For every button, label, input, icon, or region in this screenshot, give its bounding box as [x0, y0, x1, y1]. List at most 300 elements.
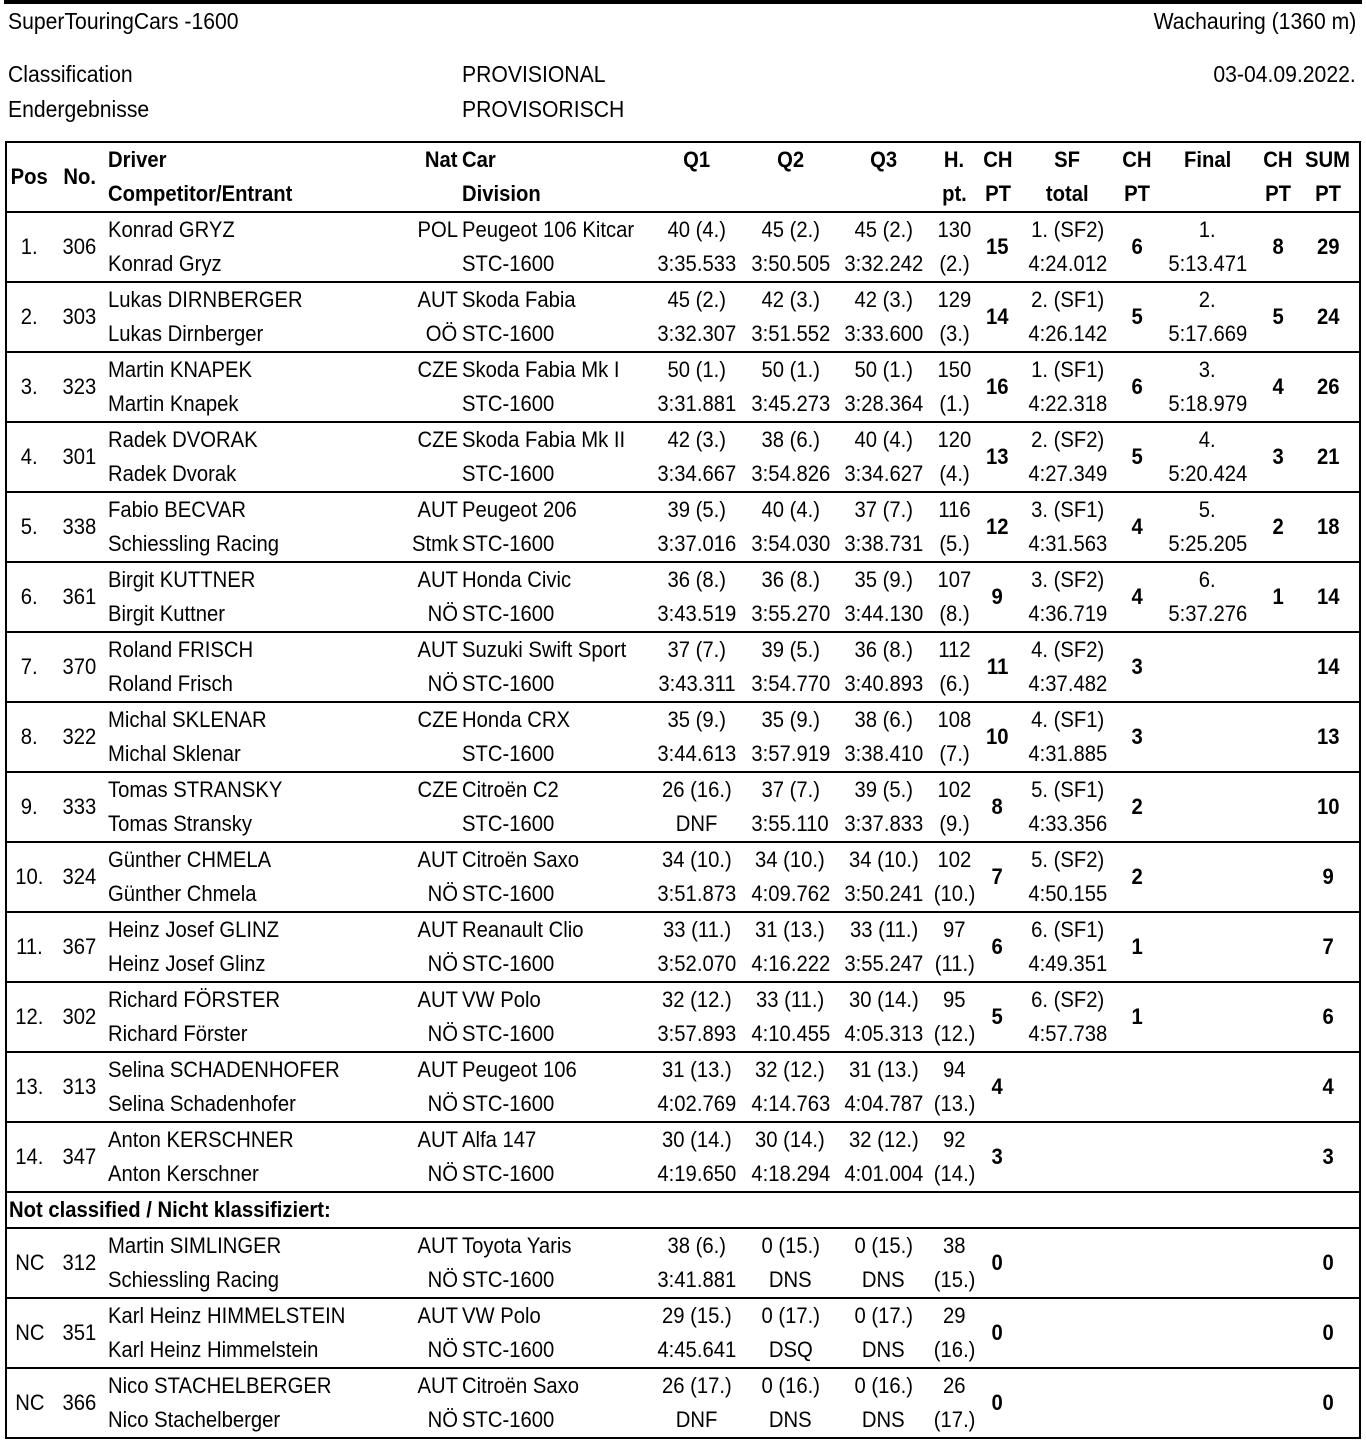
q1-points: 31 (13.)	[662, 1057, 732, 1082]
result-row	[6, 1368, 1360, 1403]
region	[399, 387, 459, 422]
sum-points: 0	[1297, 1368, 1360, 1438]
event-date: 03-04.09.2022.	[1213, 61, 1356, 87]
final-result	[1156, 1052, 1258, 1087]
q2-points: 34 (10.)	[755, 847, 826, 872]
nationality: AUT	[417, 1373, 458, 1398]
nationality: AUT	[417, 917, 458, 942]
car-number: 361	[52, 562, 106, 632]
car-model: Suzuki Swift Sport	[461, 637, 626, 662]
classified-results	[6, 212, 1360, 1192]
semifinal-result	[1017, 1368, 1118, 1403]
result-row-sub	[6, 1333, 1360, 1368]
q1-time: 3:37.016	[650, 527, 743, 562]
result-row-sub	[6, 387, 1360, 422]
nationality: AUT	[417, 497, 458, 522]
semifinal-result: 3. (SF1)	[1030, 497, 1104, 522]
final-time	[1156, 877, 1258, 912]
q1-time: 3:32.307	[650, 317, 743, 352]
q1-points: 35 (9.)	[667, 707, 727, 732]
nationality: AUT	[417, 1057, 458, 1082]
entrant-name: Karl Heinz Himmelstein	[106, 1333, 399, 1368]
q3-time: 3:32.242	[837, 247, 930, 282]
q3-points: 32 (12.)	[848, 1127, 919, 1152]
result-row-sub	[6, 1403, 1360, 1438]
semifinal-points: 5	[1118, 282, 1156, 352]
sum-points: 29	[1297, 212, 1360, 282]
division: STC-1600	[460, 807, 651, 842]
semifinal-points: 6	[1118, 352, 1156, 422]
championship-points: 13	[979, 422, 1017, 492]
nationality: CZE	[417, 427, 458, 452]
semifinal-points: 5	[1118, 422, 1156, 492]
position: 1.	[6, 212, 52, 282]
q1-time: 3:43.311	[650, 667, 743, 702]
col-car: Car	[461, 147, 496, 172]
heat-points: 107	[937, 567, 972, 592]
car-number: 302	[52, 982, 106, 1052]
final-points	[1259, 912, 1297, 982]
event-title: SuperTouringCars -1600	[8, 8, 239, 34]
nationality: AUT	[417, 1127, 458, 1152]
car-number: 323	[52, 352, 106, 422]
q1-time: 3:41.881	[650, 1263, 743, 1298]
final-points: 1	[1259, 562, 1297, 632]
result-row	[6, 1122, 1360, 1157]
col-sf-ch-pt: CH	[1122, 147, 1152, 172]
entrant-name: Konrad Gryz	[106, 247, 399, 282]
q3-points: 31 (13.)	[848, 1057, 919, 1082]
q1-time: 3:44.613	[650, 737, 743, 772]
col-sf-total: SF	[1054, 147, 1081, 172]
q3-points: 0 (16.)	[854, 1373, 913, 1398]
nationality: AUT	[417, 637, 458, 662]
car-number: 347	[52, 1122, 106, 1192]
col-driver: Driver	[108, 147, 167, 172]
semifinal-result: 4. (SF1)	[1030, 707, 1104, 732]
heat-position: (8.)	[930, 597, 978, 632]
heat-position: (6.)	[930, 667, 978, 702]
semifinal-time: 4:57.738	[1017, 1017, 1118, 1052]
final-points	[1259, 1228, 1297, 1298]
semifinal-time: 4:27.349	[1017, 457, 1118, 492]
q2-points: 50 (1.)	[761, 357, 820, 382]
position: 9.	[6, 772, 52, 842]
result-row-sub	[6, 1263, 1360, 1298]
semifinal-result: 3. (SF2)	[1030, 567, 1104, 592]
final-result	[1156, 772, 1258, 807]
col-no: No.	[52, 142, 106, 212]
not-classified-results	[6, 1228, 1360, 1438]
driver-name: Karl Heinz HIMMELSTEIN	[108, 1303, 346, 1328]
q2-points: 40 (4.)	[761, 497, 820, 522]
division: STC-1600	[461, 1407, 554, 1432]
region	[399, 807, 459, 842]
result-row	[6, 1228, 1360, 1263]
q1-points: 34 (10.)	[662, 847, 732, 872]
q2-points: 33 (11.)	[756, 987, 825, 1012]
result-row	[6, 282, 1360, 317]
q3-points: 33 (11.)	[849, 917, 918, 942]
result-row	[6, 982, 1360, 1017]
nationality: AUT	[417, 1233, 458, 1258]
col-q3: Q3	[870, 147, 898, 172]
semifinal-points	[1118, 1122, 1156, 1192]
division: STC-1600	[460, 457, 651, 492]
heat-position: (5.)	[930, 527, 978, 562]
entrant-name: Heinz Josef Glinz	[106, 947, 399, 982]
q2-points: 45 (2.)	[761, 217, 820, 242]
q3-points: 0 (15.)	[854, 1233, 913, 1258]
result-row	[6, 632, 1360, 667]
semifinal-points: 2	[1118, 772, 1156, 842]
final-result: 4.	[1198, 427, 1216, 452]
sum-points: 10	[1297, 772, 1360, 842]
championship-points: 14	[979, 282, 1017, 352]
position: 3.	[6, 352, 52, 422]
q1-time: 3:35.533	[650, 247, 743, 282]
entrant-name: Richard Förster	[106, 1017, 399, 1052]
position: 2.	[6, 282, 52, 352]
result-row-sub	[6, 1087, 1360, 1122]
result-row-sub	[6, 1017, 1360, 1052]
final-result	[1156, 1228, 1258, 1263]
q1-points: 45 (2.)	[667, 287, 727, 312]
top-rule	[4, 0, 1362, 4]
sum-points: 18	[1297, 492, 1360, 562]
q3-points: 30 (14.)	[848, 987, 919, 1012]
result-row	[6, 842, 1360, 877]
entrant-name: Selina Schadenhofer	[106, 1087, 399, 1122]
heat-position: (15.)	[930, 1263, 978, 1298]
driver-name: Roland FRISCH	[108, 637, 254, 662]
sum-points: 0	[1297, 1298, 1360, 1368]
final-time: 5:37.276	[1156, 597, 1258, 632]
heat-position: (12.)	[930, 1017, 978, 1052]
car-model: Skoda Fabia Mk II	[461, 427, 625, 452]
q1-points: 32 (12.)	[662, 987, 732, 1012]
heat-points: 129	[937, 287, 972, 312]
semifinal-points: 1	[1118, 982, 1156, 1052]
heat-points: 130	[937, 217, 972, 242]
region: NÖ	[399, 1157, 459, 1192]
col-sum-pt-sub: PT	[1297, 177, 1360, 212]
driver-name: Richard FÖRSTER	[108, 987, 281, 1012]
entrant-name: Roland Frisch	[106, 667, 399, 702]
classification-label: Classification	[8, 61, 133, 87]
final-points	[1259, 1368, 1297, 1438]
car-number: 303	[52, 282, 106, 352]
result-row	[6, 352, 1360, 387]
car-model: Peugeot 106 Kitcar	[461, 217, 634, 242]
final-result: 2.	[1198, 287, 1216, 312]
position: 5.	[6, 492, 52, 562]
position: 4.	[6, 422, 52, 492]
q2-points: 0 (15.)	[761, 1233, 820, 1258]
col-nat: Nat	[425, 147, 458, 172]
heat-position: (2.)	[930, 247, 978, 282]
car-model: Honda CRX	[461, 707, 570, 732]
col-final-ch-pt: CH	[1263, 147, 1293, 172]
heat-points: 97	[943, 917, 966, 942]
position: 7.	[6, 632, 52, 702]
entrant-name: Lukas Dirnberger	[106, 317, 399, 352]
result-row-sub	[6, 947, 1360, 982]
final-result: 6.	[1198, 567, 1216, 592]
car-number: 367	[52, 912, 106, 982]
semifinal-time	[1017, 1403, 1118, 1438]
q2-time: 4:10.455	[744, 1017, 837, 1052]
entrant-name: Tomas Stransky	[106, 807, 399, 842]
semifinal-result: 4. (SF2)	[1030, 637, 1104, 662]
q1-time: 4:19.650	[650, 1157, 743, 1192]
final-time	[1156, 1087, 1258, 1122]
q1-time: 3:51.873	[650, 877, 743, 912]
final-result	[1156, 1298, 1258, 1333]
division: STC-1600	[460, 247, 651, 282]
semifinal-time: 4:33.356	[1017, 807, 1118, 842]
q3-points: 0 (17.)	[854, 1303, 913, 1328]
q3-time: DNS	[862, 1407, 906, 1432]
nationality: AUT	[417, 1303, 458, 1328]
q2-time: 3:50.505	[744, 247, 837, 282]
driver-name: Fabio BECVAR	[108, 497, 247, 522]
entrant-name: Nico Stachelberger	[108, 1407, 281, 1432]
q1-points: 30 (14.)	[662, 1127, 732, 1152]
nationality: CZE	[417, 777, 458, 802]
heat-points: 102	[937, 847, 972, 872]
heat-points: 29	[943, 1303, 966, 1328]
entrant-name: Radek Dvorak	[106, 457, 399, 492]
q3-time: 3:44.130	[837, 597, 930, 632]
heat-points: 92	[943, 1127, 966, 1152]
q3-time: 3:38.410	[837, 737, 930, 772]
semifinal-time	[1017, 1263, 1118, 1298]
heat-points: 116	[938, 497, 971, 522]
final-points: 2	[1259, 492, 1297, 562]
championship-points: 0	[979, 1368, 1017, 1438]
car-model: Citroën Saxo	[461, 847, 579, 872]
position: 8.	[6, 702, 52, 772]
col-final-sub	[1156, 177, 1258, 212]
heat-position: (14.)	[930, 1157, 978, 1192]
result-row	[6, 702, 1360, 737]
car-number: 324	[52, 842, 106, 912]
final-result	[1156, 912, 1258, 947]
final-result: 5.	[1198, 497, 1216, 522]
semifinal-result	[1017, 1122, 1118, 1157]
q1-points: 37 (7.)	[667, 637, 727, 662]
driver-name: Martin SIMLINGER	[108, 1233, 282, 1258]
final-result	[1156, 702, 1258, 737]
car-number: 338	[52, 492, 106, 562]
result-row	[6, 1052, 1360, 1087]
nationality: AUT	[417, 847, 458, 872]
driver-name: Lukas DIRNBERGER	[108, 287, 303, 312]
position: 6.	[6, 562, 52, 632]
semifinal-result	[1017, 1052, 1118, 1087]
championship-points: 5	[979, 982, 1017, 1052]
col-sf-total-sub: total	[1017, 177, 1118, 212]
heat-position: (9.)	[930, 807, 978, 842]
q1-time: 3:31.881	[650, 387, 743, 422]
result-row	[6, 212, 1360, 247]
semifinal-points: 4	[1118, 562, 1156, 632]
entrant-name: Günther Chmela	[106, 877, 399, 912]
semifinal-points	[1118, 1298, 1156, 1368]
region: NÖ	[399, 1017, 459, 1052]
position: NC	[6, 1228, 52, 1298]
q3-points: 35 (9.)	[854, 567, 913, 592]
q2-time: 4:18.294	[744, 1157, 837, 1192]
driver-name: Günther CHMELA	[108, 847, 272, 872]
heat-points: 120	[937, 427, 972, 452]
nationality: AUT	[417, 567, 458, 592]
heat-points: 94	[943, 1057, 966, 1082]
q2-time: 3:57.919	[744, 737, 837, 772]
q3-time: 3:40.893	[837, 667, 930, 702]
q2-points: 36 (8.)	[761, 567, 820, 592]
final-result: 3.	[1198, 357, 1216, 382]
car-number: 313	[52, 1052, 106, 1122]
final-time	[1156, 1403, 1258, 1438]
q1-time: 3:34.667	[650, 457, 743, 492]
q3-points: 45 (2.)	[854, 217, 913, 242]
final-result	[1156, 1368, 1258, 1403]
final-time: 5:20.424	[1156, 457, 1258, 492]
region	[399, 457, 459, 492]
result-row	[6, 562, 1360, 597]
division: STC-1600	[460, 527, 651, 562]
heat-position: (1.)	[930, 387, 978, 422]
region: NÖ	[427, 1407, 458, 1432]
result-row-sub	[6, 1157, 1360, 1192]
col-final-ch-pt-sub: PT	[1259, 177, 1297, 212]
position: 14.	[6, 1122, 52, 1192]
header-row	[6, 142, 1360, 177]
q2-time: 4:09.762	[744, 877, 837, 912]
result-row-sub	[6, 597, 1360, 632]
car-model: Honda Civic	[461, 567, 571, 592]
final-time	[1156, 667, 1258, 702]
semifinal-time: 4:22.318	[1017, 387, 1118, 422]
position: 13.	[6, 1052, 52, 1122]
car-model: Toyota Yaris	[461, 1233, 572, 1258]
result-row-sub	[6, 247, 1360, 282]
q2-time: 3:55.270	[744, 597, 837, 632]
final-time	[1156, 947, 1258, 982]
semifinal-points: 3	[1118, 632, 1156, 702]
semifinal-time	[1017, 1087, 1118, 1122]
q3-points: 42 (3.)	[854, 287, 913, 312]
championship-points: 15	[979, 212, 1017, 282]
heat-position: (3.)	[930, 317, 978, 352]
region	[399, 247, 459, 282]
semifinal-result: 6. (SF2)	[1030, 987, 1104, 1012]
championship-points: 10	[979, 702, 1017, 772]
car-number: 306	[52, 212, 106, 282]
nationality: CZE	[417, 707, 458, 732]
col-heat-points-sub: pt.	[930, 177, 978, 212]
q3-time: DNS	[837, 1263, 930, 1298]
championship-points: 8	[979, 772, 1017, 842]
entrant-name: Schiessling Racing	[106, 527, 399, 562]
division: STC-1600	[460, 877, 651, 912]
car-model: Citroën Saxo	[461, 1373, 579, 1398]
final-points	[1259, 772, 1297, 842]
semifinal-points: 1	[1118, 912, 1156, 982]
semifinal-time	[1017, 1333, 1118, 1368]
col-q1: Q1	[683, 147, 711, 172]
venue: Wachauring (1360 m)	[1153, 8, 1356, 34]
position: NC	[6, 1368, 52, 1438]
position: 12.	[6, 982, 52, 1052]
result-row-sub	[6, 317, 1360, 352]
q1-points: 40 (4.)	[667, 217, 727, 242]
car-number: 301	[52, 422, 106, 492]
col-q2: Q2	[776, 147, 804, 172]
entrant-name: Martin Knapek	[106, 387, 399, 422]
nationality: CZE	[417, 357, 458, 382]
heat-position: (13.)	[930, 1087, 978, 1122]
not-classified-heading: Not classified / Nicht klassifiziert:	[6, 1192, 1360, 1228]
championship-points: 4	[979, 1052, 1017, 1122]
driver-name: Tomas STRANSKY	[108, 777, 283, 802]
q3-points: 37 (7.)	[854, 497, 913, 522]
q3-time: DNS	[837, 1333, 930, 1368]
semifinal-points: 6	[1118, 212, 1156, 282]
q3-time: 3:33.600	[837, 317, 930, 352]
division: STC-1600	[460, 1333, 651, 1368]
final-time	[1156, 1017, 1258, 1052]
heat-points: 38	[943, 1233, 966, 1258]
driver-name: Birgit KUTTNER	[108, 567, 256, 592]
semifinal-time: 4:31.563	[1017, 527, 1118, 562]
sum-points: 9	[1297, 842, 1360, 912]
heat-position: (7.)	[930, 737, 978, 772]
col-sf-ch-pt-sub: PT	[1118, 177, 1156, 212]
car-model: Citroën C2	[461, 777, 559, 802]
sum-points: 4	[1297, 1052, 1360, 1122]
final-points	[1259, 842, 1297, 912]
division: STC-1600	[460, 737, 651, 772]
q1-points: 39 (5.)	[667, 497, 727, 522]
q1-points: 42 (3.)	[667, 427, 727, 452]
col-division: Division	[460, 177, 651, 212]
division: STC-1600	[460, 1263, 651, 1298]
car-model: Peugeot 106	[461, 1057, 577, 1082]
division: STC-1600	[460, 387, 651, 422]
q2-time: 3:55.110	[744, 807, 837, 842]
result-row-sub	[6, 877, 1360, 912]
q3-time: 3:34.627	[837, 457, 930, 492]
q2-time: 4:16.222	[744, 947, 837, 982]
position: 10.	[6, 842, 52, 912]
q1-time: DNF	[676, 1407, 718, 1432]
col-ch-pt-sub: PT	[979, 177, 1017, 212]
driver-name: Radek DVORAK	[108, 427, 258, 452]
q1-points: 26 (16.)	[662, 777, 732, 802]
championship-points: 0	[979, 1298, 1017, 1368]
semifinal-result: 6. (SF1)	[1030, 917, 1104, 942]
semifinal-result	[1017, 1228, 1118, 1263]
semifinal-time: 4:26.142	[1017, 317, 1118, 352]
region: NÖ	[399, 597, 459, 632]
status-label-de: PROVISORISCH	[462, 96, 625, 122]
results-table	[5, 141, 1361, 1439]
q3-time: 4:01.004	[837, 1157, 930, 1192]
result-row-sub	[6, 457, 1360, 492]
